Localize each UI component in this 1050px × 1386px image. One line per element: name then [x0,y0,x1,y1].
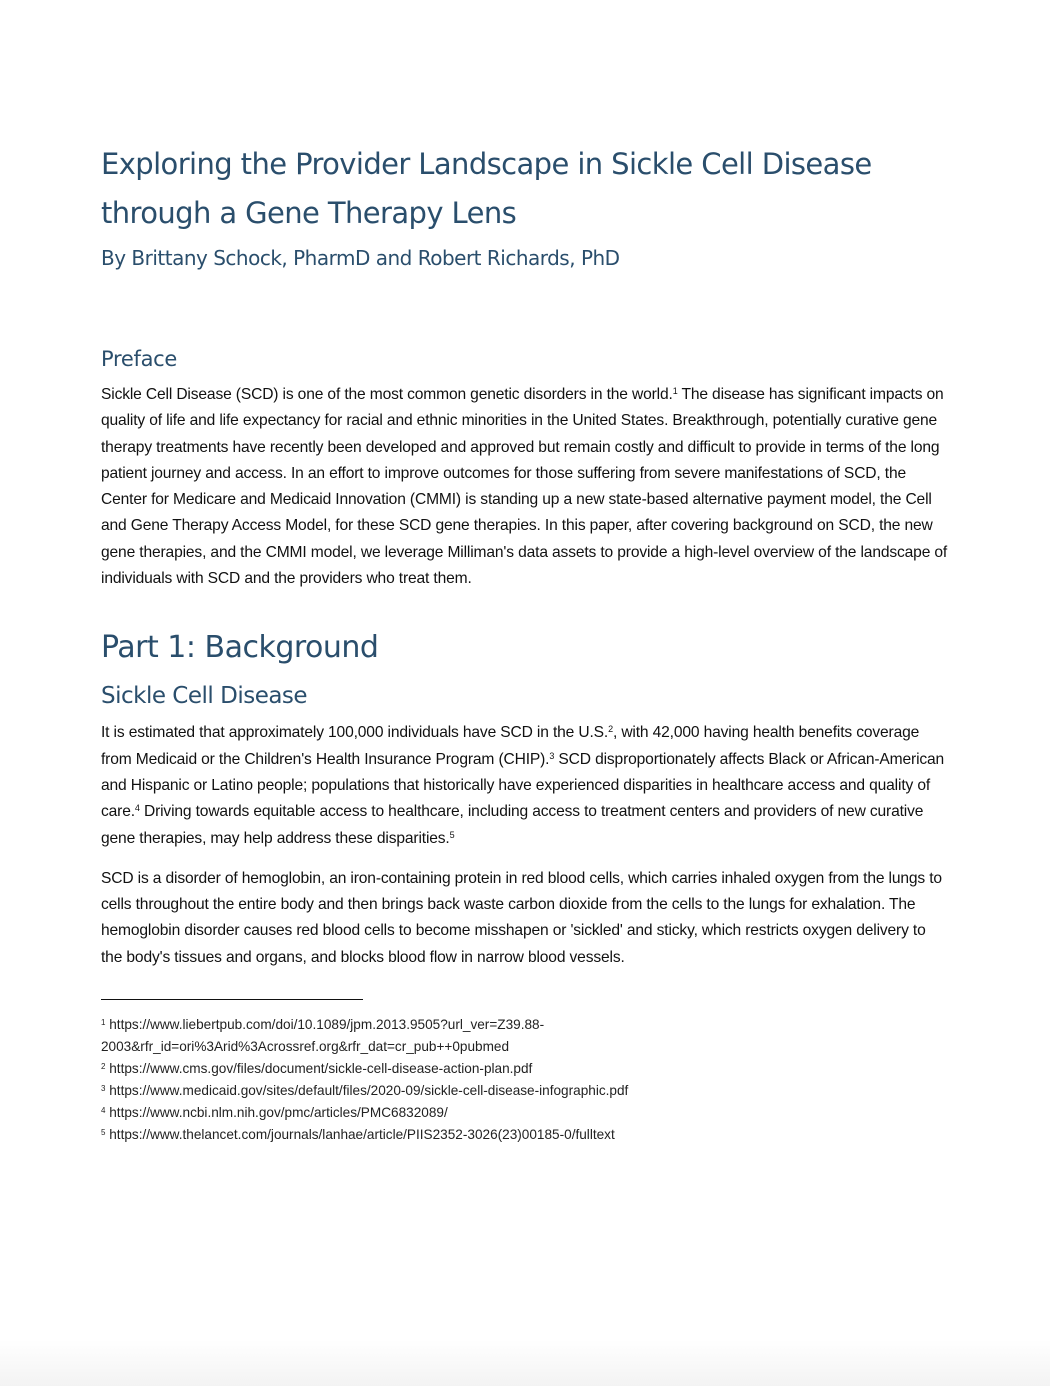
footnote-2 [101,1058,951,1080]
title-line-1: Exploring the Provider Landscape in Sickle Cell Disease [101,147,872,181]
preface-text-a: Sickle Cell Disease (SCD) is one of the most common genetic disorders in the world. [101,386,673,403]
scd-paragraph-1 [101,720,951,851]
footnote-ref-5: 5 [449,829,455,840]
footnote-ref-1: 1 [672,386,678,396]
scd-p1-text-2: , with 42,000 having health benefits coverage from Medicaid or the Children's Health Insurance Program (CHIP). [101,724,920,768]
authors-line: By Brittany Schock, PharmD and Robert Richards, PhD [101,246,620,270]
footnote-ref-3: 3 [549,750,555,761]
footnote-1 [101,1014,951,1058]
title-line-2: through a Gene Therapy Lens [101,196,517,230]
footnote-4-number: 4 [101,1106,106,1116]
part1-heading: Part 1: Background [101,630,379,666]
footnote-5-number: 5 [101,1128,106,1138]
footnote-5-link: https://www.thelancet.com/journals/lanhae/article/PIIS2352-3026(23)00185-0/fulltext [109,1127,615,1143]
footnotes [101,1014,951,1146]
document-content [101,140,951,1146]
footnote-4 [101,1102,951,1124]
preface-paragraph [101,382,951,592]
footnote-2-link: https://www.cms.gov/files/document/sickle-cell-disease-action-plan.pdf [109,1061,533,1077]
scd-p1-text-1: It is estimated that approximately 100,000 individuals have SCD in the U.S. [101,724,609,742]
scd-paragraph-2: SCD is a disorder of hemoglobin, an iron-containing protein in red blood cells, which carries inhaled oxygen from the lungs to cells throughout the entire body and then brings back waste carbon dioxide from the cells to the lungs for exhalation. The hemoglobin disorder causes red blood cells to become misshapen or 'sickled' and sticky, which restricts oxygen delivery to the body's tissues and organs, and blocks blood flow in narrow blood vessels. [101,869,942,966]
footnote-5 [101,1124,951,1146]
footnote-separator [101,999,363,1000]
preface-text-b: The disease has significant impacts on quality of life and life expectancy for racial and ethnic minorities in the United States. Breakthrough, potentially curative gene therapy treatments have recently been developed and approved but remain costly and difficult to provide in terms of the long patient journey and access. In an effort to improve outcomes for those suffering from severe manifestations of SCD, the Center for Medicare and Medicaid Innovation (CMMI) is standing up a new state-based alternative payment model, the Cell and Gene Therapy Access Model, for these SCD gene therapies. In this paper, after covering background on SCD, the new gene therapies, and the CMMI model, we leverage Milliman's data assets to provide a high-level overview of the landscape of individuals with SCD and the providers who treat them. [101,386,948,588]
preface-heading: Preface [101,347,178,371]
sickle-cell-heading: Sickle Cell Disease [101,683,308,710]
footnote-2-number: 2 [101,1062,106,1072]
footnote-1-link-line-2: 2003&rfr_id=ori%3Arid%3Acrossref.org&rfr_dat=cr_pub++0pubmed [101,1039,510,1055]
scd-p1-text-4: Driving towards equitable access to healthcare, including access to treatment centers and providers of new curative gene therapies, may help address these disparities. [101,803,924,847]
document-title [101,140,951,238]
footnote-4-link: https://www.ncbi.nlm.nih.gov/pmc/articles/PMC6832089/ [109,1105,448,1121]
footnote-1-link-line-1: https://www.liebertpub.com/doi/10.1089/jpm.2013.9505?url_ver=Z39.88- [109,1017,545,1033]
footnote-1-number: 1 [101,1018,106,1028]
footnote-3-link: https://www.medicaid.gov/sites/default/files/2020-09/sickle-cell-disease-infographic.pdf [109,1083,629,1099]
footnote-3 [101,1080,951,1102]
footnote-ref-2: 2 [608,724,613,735]
footnote-ref-4: 4 [134,803,140,814]
footnote-3-number: 3 [101,1084,106,1094]
scd-p1-text-3: SCD disproportionately affects Black or African-American and Hispanic or Latino people; populations that historically have experienced disparities in healthcare access and quality of care. [101,750,945,821]
